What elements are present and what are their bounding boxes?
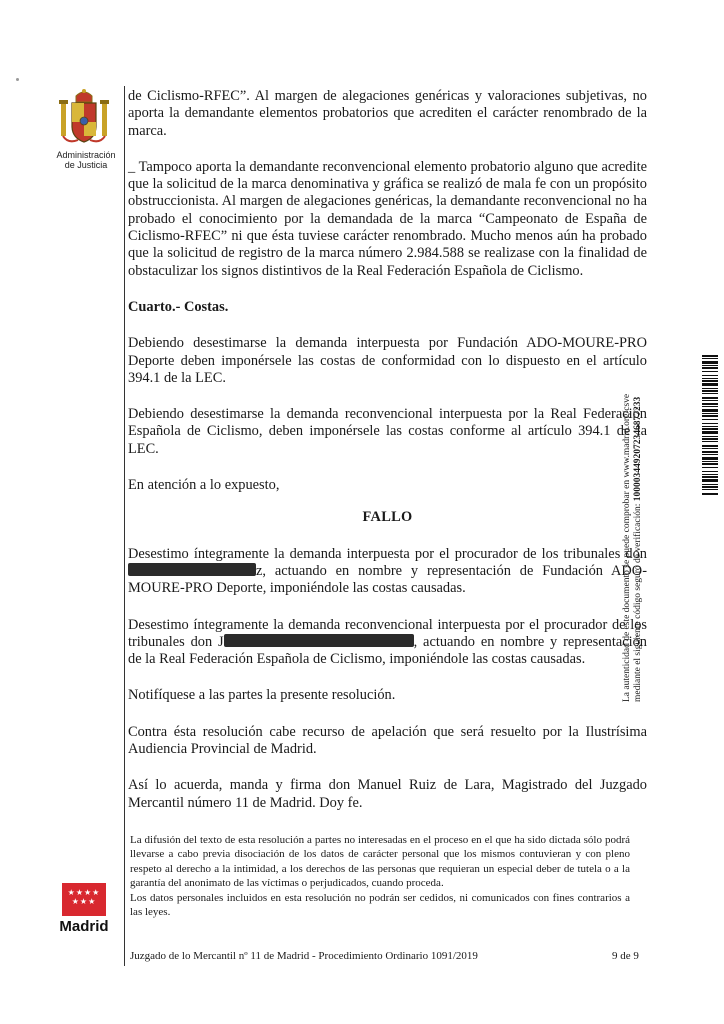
paragraph-5: En atención a lo expuesto,: [128, 477, 280, 494]
paragraph-2: _ Tampoco aporta la demandante reconvencional elemento probatorio alguno que acredite que la solicitud de la marca denominativa y gráfica se realizó de mala fe con un propósito obstruccionista. Al margen de alegaciones genéricas, la demandante reconvencional no ha probado el conocimiento por la demandada de la marca “Campeonato de España de Ciclismo-RFEC” ni que ésta tuviese carácter renombrado. Mucho menos aún ha probado que la solicitud de registro de la marca número 2.984.588 se realizase con la finalidad de obstaculizar los signos distintivos de la Real Federación Española de Ciclismo.: [128, 158, 647, 279]
paragraph-7: [128, 617, 647, 669]
fallo-heading: FALLO: [362, 509, 413, 526]
privacy-notice: [130, 833, 630, 919]
paragraph-8: Notifíquese a las partes la presente resolución.: [128, 687, 396, 704]
org-line-1: Administración: [56, 150, 116, 160]
notice-paragraph-1: La difusión del texto de esta resolución a partes no interesadas en el proceso en el que ha sido dictada sólo podrá llevarse a cabo previa disociación de los datos de carácter personal que los mismos contuvieran y con pleno respeto al derecho a la intimidad, a los derechos de las personas que requieran un especial deber de tutela o a la garantía del anonimato de las víctimas o perjudicados, cuando proceda.: [130, 834, 630, 890]
verification-prefix: mediante el siguiente código seguro de verificación:: [632, 503, 643, 702]
org-line-2: de Justicia: [64, 160, 108, 170]
redacted-name: [128, 563, 256, 576]
document-body: [128, 88, 647, 831]
barcode-icon: [702, 355, 718, 495]
paragraph-4: Debiendo desestimarse la demanda reconvencional interpuesta por la Real Federación Española de Ciclismo, deben imponérsele las costas conforme al artículo 394.1 de la LEC.: [128, 406, 647, 457]
paragraph-10: Así lo acuerda, manda y firma don Manuel Ruiz de Lara, Magistrado del Juzgado Mercantil número 11 de Madrid. Doy fe.: [128, 777, 647, 811]
verification-text: [622, 182, 643, 702]
redacted-name: [224, 634, 414, 647]
paragraph-6-end: z, actuando en nombre y representación de Fundación ADO-MOURE-PRO Deporte, imponiéndole las costas causadas.: [128, 562, 647, 597]
madrid-flag-icon: [62, 883, 106, 916]
scan-speck: [16, 78, 19, 81]
paragraph-1: de Ciclismo-RFEC”. Al margen de alegaciones genéricas y valoraciones subjetivas, no aporta la demandante elementos probatorios que acrediten el carácter renombrado de la marca.: [128, 88, 647, 139]
verification-code: 1000034492072346877233: [632, 396, 643, 502]
margin-rule: [124, 86, 125, 966]
paragraph-6: [128, 546, 647, 598]
page-number: 9 de 9: [612, 950, 639, 962]
footer-court: Juzgado de lo Mercantil nº 11 de Madrid - Procedimiento Ordinario 1091/2019: [130, 950, 478, 962]
paragraph-9: Contra ésta resolución cabe recurso de apelación que será resuelto por la Ilustrísima Audiencia Provincial de Madrid.: [128, 723, 647, 758]
section-heading-cuarto: Cuarto.- Costas.: [128, 298, 229, 315]
paragraph-7-end: , actuando en nombre y representación de la Real Federación Española de Ciclismo, imponiéndole las costas causadas.: [128, 633, 647, 668]
paragraph-6-start: Desestimo íntegramente la demanda interpuesta por el procurador de los tribunales don: [128, 545, 647, 562]
madrid-stars: ★★★★ ★★★: [67, 888, 101, 906]
coat-of-arms-icon: [58, 88, 110, 148]
verification-line-2: [633, 182, 644, 702]
paragraph-7-start: Desestimo íntegramente la demanda reconvencional interpuesta por el procurador de los tribunales don J: [128, 616, 647, 650]
paragraph-3: Debiendo desestimarse la demanda interpuesta por Fundación ADO-MOURE-PRO Deporte deben imponérsele las costas de conformidad con lo dispuesto en el artículo 394.1 de la LEC.: [128, 335, 647, 386]
notice-paragraph-2: Los datos personales incluidos en esta resolución no podrán ser cedidos, ni comunicados con fines contrarios a las leyes.: [130, 891, 630, 919]
verification-line-1: La autenticidad de este documento se puede comprobar en www.madrid.org/csve: [622, 393, 632, 702]
organization-label: [44, 150, 128, 170]
madrid-logo-label: Madrid: [59, 918, 109, 935]
